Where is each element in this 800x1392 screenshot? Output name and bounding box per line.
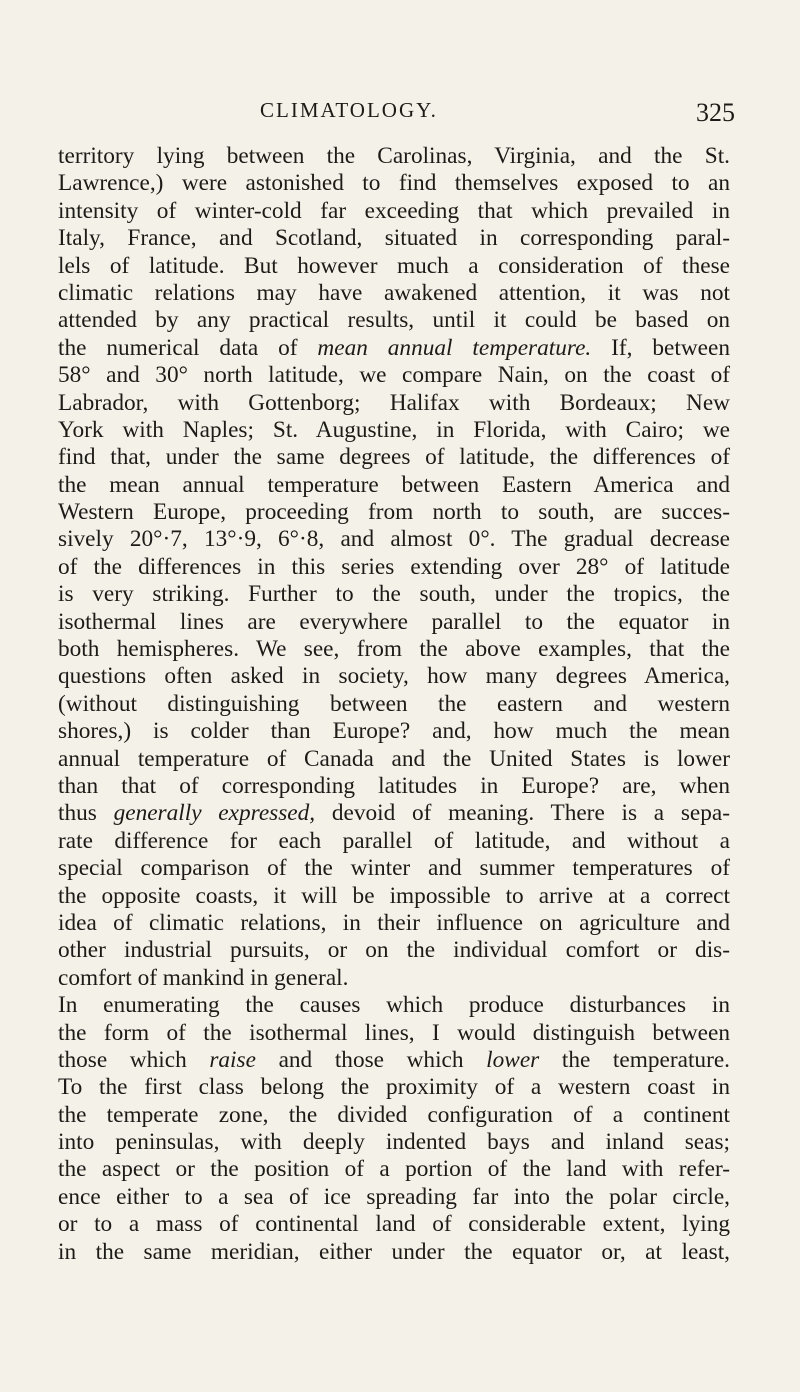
text-line: [58, 526, 730, 553]
emphasis-text: lower: [486, 1046, 540, 1073]
text-run: or to a mass of continental land of considerable extent, lying: [58, 1211, 730, 1238]
text-run: isothermal lines are everywhere parallel to the equator in: [58, 608, 730, 635]
text-run: lels of latitude. But however much a consideration of these: [58, 252, 730, 279]
text-line: [58, 1156, 730, 1183]
text-line: [58, 1184, 730, 1211]
text-run: comfort of mankind in general.: [58, 964, 349, 991]
text-line: [58, 335, 730, 362]
text-line: [58, 636, 730, 663]
text-run: in the same meridian, either under the equator or, at least,: [58, 1238, 730, 1265]
text-line: [58, 499, 730, 526]
text-run: rate difference for each parallel of latitude, and without a: [58, 827, 730, 854]
text-run: Labrador, with Gottenborg; Halifax with Bordeaux; New: [58, 389, 730, 416]
running-head: CLIMATOLOGY.: [260, 98, 438, 122]
text-run: those which: [58, 1046, 210, 1073]
text-run: sively 20°·7, 13°·9, 6°·8, and almost 0°. The gradual decrease: [58, 526, 730, 553]
text-run: the numerical data of: [58, 334, 318, 361]
text-line: [58, 554, 730, 581]
text-line: [58, 472, 730, 499]
text-line: [58, 1239, 730, 1266]
text-run: the form of the isothermal lines, I would distinguish between: [58, 1019, 730, 1046]
text-line: [58, 883, 730, 910]
text-line: [58, 965, 730, 992]
text-run: devoid of meaning. There is a sepa-: [315, 800, 730, 827]
text-run: is very striking. Further to the south, under the tropics, the: [58, 581, 730, 608]
text-line: [58, 992, 730, 1019]
text-line: [58, 198, 730, 225]
text-run: and those which: [255, 1046, 487, 1073]
text-line: [58, 1211, 730, 1238]
text-line: [58, 170, 730, 197]
text-line: [58, 1129, 730, 1156]
text-run: Western Europe, proceeding from north to south, are succes-: [58, 499, 730, 526]
text-run: To the first class belong the proximity of a western coast in: [58, 1074, 730, 1101]
emphasis-text: generally expressed,: [113, 800, 316, 827]
page-header: [0, 98, 800, 128]
text-line: [58, 609, 730, 636]
text-run: York with Naples; St. Augustine, in Florida, with Cairo; we: [58, 416, 730, 443]
text-run: the temperature.: [539, 1046, 730, 1073]
body-text: [58, 143, 730, 1266]
text-line: [58, 910, 730, 937]
text-line: [58, 143, 730, 170]
text-run: If, between: [591, 334, 730, 361]
text-line: [58, 390, 730, 417]
emphasis-text: raise: [209, 1046, 256, 1073]
text-line: [58, 1074, 730, 1101]
text-run: both hemispheres. We see, from the above examples, that the: [58, 636, 730, 663]
emphasis-text: mean annual temperature.: [317, 334, 592, 361]
text-line: [58, 307, 730, 334]
text-line: [58, 746, 730, 773]
text-run: Lawrence,) were astonished to find themselves exposed to an: [58, 170, 730, 197]
text-run: Italy, France, and Scotland, situated in corresponding paral-: [58, 225, 730, 252]
text-line: [58, 828, 730, 855]
text-line: [58, 1047, 730, 1074]
text-run: thus: [58, 800, 114, 827]
text-line: [58, 581, 730, 608]
text-line: [58, 362, 730, 389]
text-line: [58, 718, 730, 745]
text-line: [58, 444, 730, 471]
text-line: [58, 417, 730, 444]
text-line: [58, 800, 730, 827]
text-run: ence either to a sea of ice spreading far into the polar circle,: [58, 1183, 730, 1210]
text-line: [58, 937, 730, 964]
text-run: In enumerating the causes which produce disturbances in: [58, 992, 730, 1019]
text-run: the opposite coasts, it will be impossible to arrive at a correct: [58, 882, 730, 909]
text-run: other industrial pursuits, or on the individual comfort or dis-: [58, 937, 730, 964]
text-line: [58, 773, 730, 800]
text-line: [58, 663, 730, 690]
text-run: idea of climatic relations, in their influence on agriculture and: [58, 909, 730, 936]
page-number: 325: [696, 98, 735, 127]
text-run: attended by any practical results, until it could be based on: [58, 307, 730, 334]
text-run: annual temperature of Canada and the United States is lower: [58, 745, 730, 772]
text-run: into peninsulas, with deeply indented bays and inland seas;: [58, 1129, 730, 1156]
text-line: [58, 691, 730, 718]
text-run: climatic relations may have awakened attention, it was not: [58, 279, 730, 306]
text-line: [58, 1020, 730, 1047]
text-run: 58° and 30° north latitude, we compare Nain, on the coast of: [58, 362, 730, 389]
text-line: [58, 280, 730, 307]
text-run: intensity of winter-cold far exceeding that which prevailed in: [58, 197, 730, 224]
text-run: (without distinguishing between the eastern and western: [58, 690, 730, 717]
text-run: shores,) is colder than Europe? and, how much the mean: [58, 718, 730, 745]
text-run: territory lying between the Carolinas, Virginia, and the St.: [58, 143, 730, 169]
text-run: than that of corresponding latitudes in Europe? are, when: [58, 772, 730, 799]
text-run: the mean annual temperature between Eastern America and: [58, 471, 730, 498]
text-run: the aspect or the position of a portion of the land with refer-: [58, 1156, 730, 1183]
text-run: special comparison of the winter and summer temperatures of: [58, 855, 730, 882]
text-line: [58, 1102, 730, 1129]
text-run: find that, under the same degrees of latitude, the differences of: [58, 444, 730, 471]
text-line: [58, 855, 730, 882]
text-line: [58, 225, 730, 252]
text-run: questions often asked in society, how many degrees America,: [58, 663, 730, 690]
text-line: [58, 253, 730, 280]
text-run: of the differences in this series extending over 28° of latitude: [58, 553, 730, 580]
text-run: the temperate zone, the divided configuration of a continent: [58, 1101, 730, 1128]
